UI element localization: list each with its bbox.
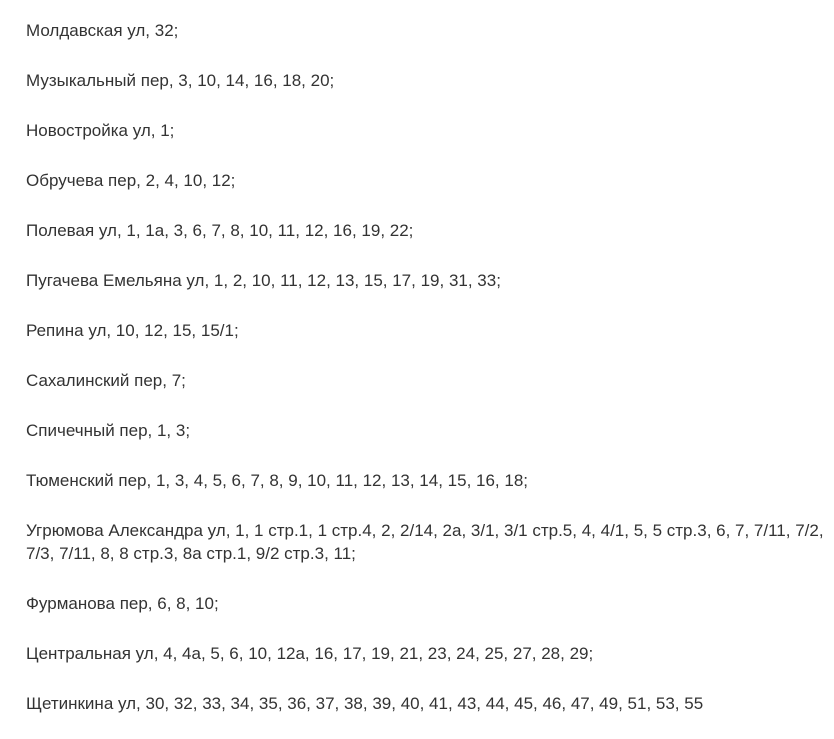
address-item-pugacheva: Пугачева Емельяна ул, 1, 2, 10, 11, 12, 13, 15, 17, 19, 31, 33; [26,271,501,290]
address-item-tsentralnaya: Центральная ул, 4, 4а, 5, 6, 10, 12а, 16, 17, 19, 21, 23, 24, 25, 27, 28, 29; [26,644,594,663]
address-item-polevaya: Полевая ул, 1, 1а, 3, 6, 7, 8, 10, 11, 12, 16, 19, 22; [26,221,414,240]
address-item-novostroyka: Новостройка ул, 1; [26,121,175,140]
address-item-repina: Репина ул, 10, 12, 15, 15/1; [26,321,239,340]
address-item-tyumensky: Тюменский пер, 1, 3, 4, 5, 6, 7, 8, 9, 10, 11, 12, 13, 14, 15, 16, 18; [26,471,529,490]
address-item-ugryumova: Угрюмова Александра ул, 1, 1 стр.1, 1 стр.4, 2, 2/14, 2а, 3/1, 3/1 стр.5, 4, 4/1, 5, 5 стр.3, 6, 7, 7/11, 7/2, 7/3, 7/11, 8, 8 стр.3, 8а стр.1, 9/2 стр.3, 11; [26,521,824,563]
address-item-spichechny: Спичечный пер, 1, 3; [26,421,191,440]
address-item-sakhalinsky: Сахалинский пер, 7; [26,371,186,390]
address-item-muzykalny: Музыкальный пер, 3, 10, 14, 16, 18, 20; [26,71,335,90]
address-item-furmanova: Фурманова пер, 6, 8, 10; [26,594,219,613]
address-item-shchetinkina: Щетинкина ул, 30, 32, 33, 34, 35, 36, 37, 38, 39, 40, 41, 43, 44, 45, 46, 47, 49, 51, 53, 55 [26,694,704,713]
address-item-obrucheva: Обручева пер, 2, 4, 10, 12; [26,171,236,190]
address-item-moldavskaya: Молдавская ул, 32; [26,21,179,40]
